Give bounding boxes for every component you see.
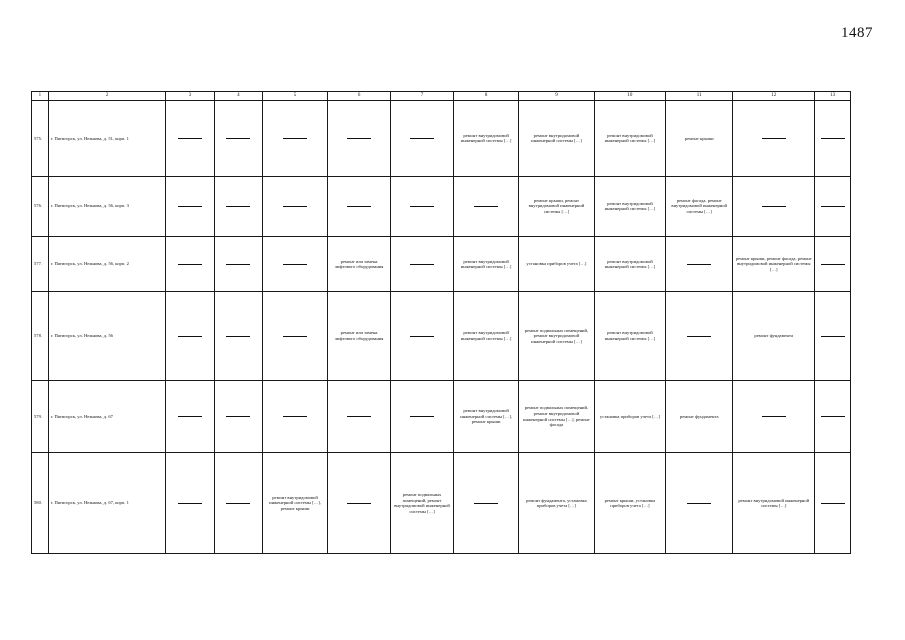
empty-dash-cell xyxy=(815,453,851,554)
column-number: 7 xyxy=(391,92,454,101)
dash-mark xyxy=(410,264,434,265)
dash-mark xyxy=(178,336,202,337)
empty-dash-cell xyxy=(214,380,262,452)
empty-dash-cell xyxy=(454,453,519,554)
work-type-cell: ремонт внутридомовой инженерной системы […] xyxy=(594,236,665,291)
empty-dash-cell xyxy=(454,176,519,236)
address-cell: г. Пятигорск, ул. Нежнова, д. 56, корп. 3 xyxy=(48,176,166,236)
dash-mark xyxy=(410,206,434,207)
row-number-cell: 575. xyxy=(32,101,49,176)
column-number: 9 xyxy=(519,92,595,101)
empty-dash-cell xyxy=(328,176,391,236)
empty-dash-cell xyxy=(214,176,262,236)
work-type-cell: ремонт внутридомовой инженерной системы […] xyxy=(594,176,665,236)
empty-dash-cell xyxy=(214,292,262,381)
dash-mark xyxy=(762,138,786,139)
empty-dash-cell xyxy=(733,380,815,452)
work-type-cell: ремонт внутридомовой инженерной системы […] xyxy=(519,101,595,176)
empty-dash-cell xyxy=(328,380,391,452)
column-number: 12 xyxy=(733,92,815,101)
column-number: 13 xyxy=(815,92,851,101)
empty-dash-cell xyxy=(815,101,851,176)
empty-dash-cell xyxy=(166,176,214,236)
dash-mark xyxy=(410,336,434,337)
column-number: 5 xyxy=(262,92,327,101)
empty-dash-cell xyxy=(391,176,454,236)
empty-dash-cell xyxy=(166,292,214,381)
address-cell: г. Пятигорск, ул. Нежнова, д. 56 xyxy=(48,292,166,381)
empty-dash-cell xyxy=(262,176,327,236)
register-body xyxy=(32,101,851,554)
dash-mark xyxy=(283,264,307,265)
column-number: 3 xyxy=(166,92,214,101)
column-number: 11 xyxy=(666,92,733,101)
dash-mark xyxy=(762,206,786,207)
work-type-cell: установка приборов учета […] xyxy=(594,380,665,452)
dash-mark xyxy=(821,138,845,139)
dash-mark xyxy=(178,503,202,504)
empty-dash-cell xyxy=(262,292,327,381)
column-number: 4 xyxy=(214,92,262,101)
work-type-cell: ремонт внутридомовой инженерной системы […] xyxy=(733,453,815,554)
work-type-cell: ремонт подвальных помещений, ремонт внутридомовой инженерной системы […] xyxy=(519,292,595,381)
dash-mark xyxy=(283,416,307,417)
table-row xyxy=(32,292,851,381)
dash-mark xyxy=(474,206,498,207)
dash-mark xyxy=(226,206,250,207)
work-type-cell: ремонт или замена лифтового оборудования xyxy=(328,236,391,291)
column-number: 2 xyxy=(48,92,166,101)
work-type-cell: установка приборов учета […] xyxy=(519,236,595,291)
dash-mark xyxy=(410,416,434,417)
empty-dash-cell xyxy=(166,101,214,176)
work-type-cell: ремонт подвальных помещений, ремонт внутридомовой инженерной системы […], ремонт фасада xyxy=(519,380,595,452)
empty-dash-cell xyxy=(666,453,733,554)
dash-mark xyxy=(226,138,250,139)
work-type-cell: ремонт крыши xyxy=(666,101,733,176)
work-type-cell: ремонт внутридомовой инженерной системы […] xyxy=(454,236,519,291)
table-row xyxy=(32,453,851,554)
table-row xyxy=(32,101,851,176)
work-type-cell: ремонт внутридомовой инженерной системы […] xyxy=(454,101,519,176)
dash-mark xyxy=(283,336,307,337)
dash-mark xyxy=(410,138,434,139)
dash-mark xyxy=(821,336,845,337)
dash-mark xyxy=(821,264,845,265)
empty-dash-cell xyxy=(214,453,262,554)
dash-mark xyxy=(821,416,845,417)
dash-mark xyxy=(687,503,711,504)
empty-dash-cell xyxy=(214,236,262,291)
work-type-cell: ремонт фундамента xyxy=(666,380,733,452)
empty-dash-cell xyxy=(815,380,851,452)
empty-dash-cell xyxy=(166,380,214,452)
empty-dash-cell xyxy=(262,236,327,291)
empty-dash-cell xyxy=(391,380,454,452)
work-type-cell: ремонт внутридомовой инженерной системы […] xyxy=(594,292,665,381)
work-type-cell: ремонт или замена лифтового оборудования xyxy=(328,292,391,381)
empty-dash-cell xyxy=(214,101,262,176)
table-row xyxy=(32,176,851,236)
empty-dash-cell xyxy=(262,380,327,452)
empty-dash-cell xyxy=(815,236,851,291)
row-number-cell: 579. xyxy=(32,380,49,452)
dash-mark xyxy=(347,503,371,504)
empty-dash-cell xyxy=(328,453,391,554)
dash-mark xyxy=(687,336,711,337)
empty-dash-cell xyxy=(166,236,214,291)
empty-dash-cell xyxy=(815,292,851,381)
column-number: 8 xyxy=(454,92,519,101)
work-type-cell: ремонт фасада, ремонт внутридомовой инженерной системы […] xyxy=(666,176,733,236)
dash-mark xyxy=(178,264,202,265)
dash-mark xyxy=(474,503,498,504)
row-number-cell: 576. xyxy=(32,176,49,236)
dash-mark xyxy=(687,264,711,265)
dash-mark xyxy=(283,206,307,207)
address-cell: г. Пятигорск, ул. Нежнова, д. 67, корп. 1 xyxy=(48,453,166,554)
row-number-cell: 578. xyxy=(32,292,49,381)
register-table xyxy=(31,91,851,554)
address-cell: г. Пятигорск, ул. Нежнова, д. 51, корп. 1 xyxy=(48,101,166,176)
page-number: 1487 xyxy=(841,25,873,41)
empty-dash-cell xyxy=(815,176,851,236)
row-number-cell: 577. xyxy=(32,236,49,291)
dash-mark xyxy=(821,503,845,504)
empty-dash-cell xyxy=(666,292,733,381)
dash-mark xyxy=(347,138,371,139)
dash-mark xyxy=(347,416,371,417)
empty-dash-cell xyxy=(262,101,327,176)
address-cell: г. Пятигорск, ул. Нежнова, д. 56, корп. 2 xyxy=(48,236,166,291)
table-row xyxy=(32,380,851,452)
column-number: 10 xyxy=(594,92,665,101)
column-number: 1 xyxy=(32,92,49,101)
empty-dash-cell xyxy=(391,101,454,176)
dash-mark xyxy=(347,206,371,207)
dash-mark xyxy=(283,138,307,139)
work-type-cell: ремонт внутридомовой инженерной системы […], ремонт крыши xyxy=(262,453,327,554)
empty-dash-cell xyxy=(733,176,815,236)
empty-dash-cell xyxy=(733,101,815,176)
empty-dash-cell xyxy=(391,292,454,381)
column-number: 6 xyxy=(328,92,391,101)
work-type-cell: ремонт крыши, установка приборов учета […] xyxy=(594,453,665,554)
dash-mark xyxy=(821,206,845,207)
table-row xyxy=(32,236,851,291)
work-type-cell: ремонт крыши, ремонт фасада, ремонт внутридомовой инженерной системы […] xyxy=(733,236,815,291)
empty-dash-cell xyxy=(391,236,454,291)
dash-mark xyxy=(226,503,250,504)
dash-mark xyxy=(226,264,250,265)
column-number-row xyxy=(32,92,851,101)
work-type-cell: ремонт подвальных помещений, ремонт внутридомовой инженерной системы […] xyxy=(391,453,454,554)
dash-mark xyxy=(226,336,250,337)
empty-dash-cell xyxy=(166,453,214,554)
dash-mark xyxy=(178,206,202,207)
dash-mark xyxy=(178,416,202,417)
work-type-cell: ремонт внутридомовой инженерной системы […] xyxy=(594,101,665,176)
dash-mark xyxy=(762,416,786,417)
work-type-cell: ремонт внутридомовой инженерной системы […], ремонт крыши xyxy=(454,380,519,452)
row-number-cell: 580. xyxy=(32,453,49,554)
work-type-cell: ремонт крыши, ремонт внутридомовой инженерной системы […] xyxy=(519,176,595,236)
dash-mark xyxy=(178,138,202,139)
empty-dash-cell xyxy=(328,101,391,176)
empty-dash-cell xyxy=(666,236,733,291)
dash-mark xyxy=(226,416,250,417)
work-type-cell: ремонт внутридомовой инженерной системы […] xyxy=(454,292,519,381)
work-type-cell: ремонт фундамента xyxy=(733,292,815,381)
work-type-cell: ремонт фундамента, установка приборов учета […] xyxy=(519,453,595,554)
address-cell: г. Пятигорск, ул. Нежнова, д. 67 xyxy=(48,380,166,452)
